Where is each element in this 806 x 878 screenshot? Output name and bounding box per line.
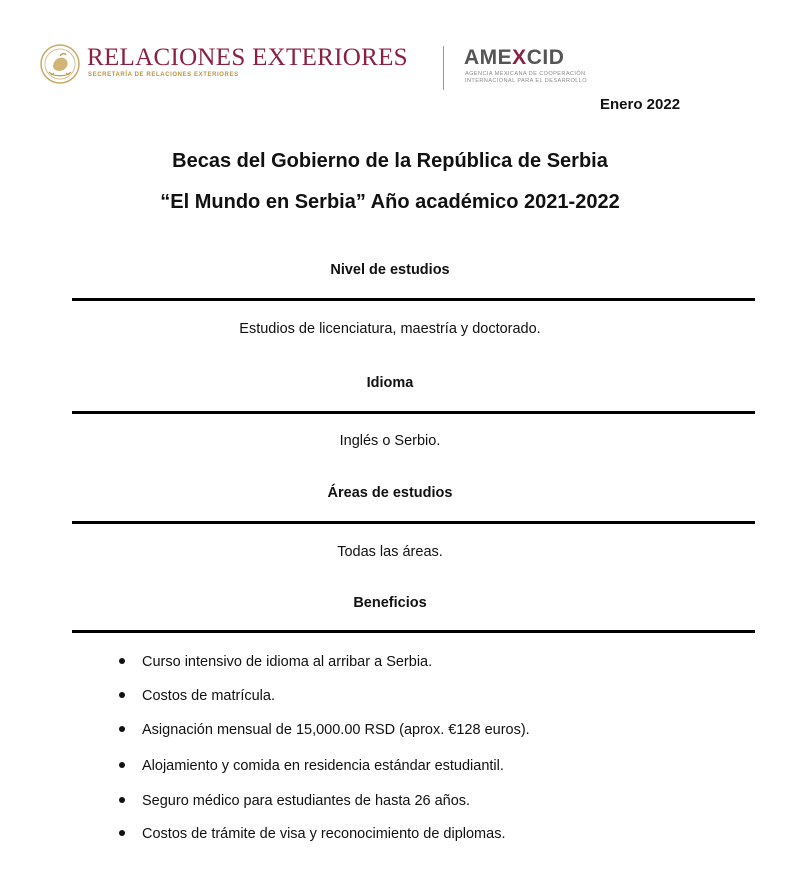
list-item-text: Costos de matrícula. xyxy=(142,688,275,704)
document-date: Enero 2022 xyxy=(600,96,681,113)
list-item-text: Costos de trámite de visa y reconocimiento de diplomas. xyxy=(142,826,506,842)
amexcid-subtitle xyxy=(465,71,587,85)
section-heading-nivel: Nivel de estudios xyxy=(330,262,450,278)
document-subtitle: “El Mundo en Serbia” Año académico 2021-2022 xyxy=(160,191,620,213)
amexcid-subtitle-line: AGENCIA MEXICANA DE COOPERACIÓN xyxy=(465,71,586,77)
sre-subtitle: SECRETARÍA DE RELACIONES EXTERIORES xyxy=(88,72,239,78)
section-divider xyxy=(72,411,755,414)
logo-divider xyxy=(443,46,444,90)
bullet-icon xyxy=(119,830,125,836)
bullet-icon xyxy=(119,762,125,768)
section-text-idioma: Inglés o Serbio. xyxy=(339,433,441,449)
list-item-text: Seguro médico para estudiantes de hasta 26 años. xyxy=(142,793,471,809)
list-item-text: Curso intensivo de idioma al arribar a Serbia. xyxy=(142,654,433,670)
section-divider xyxy=(72,521,755,524)
bullet-icon xyxy=(119,692,125,698)
letterhead xyxy=(38,40,698,92)
list-item-text: Asignación mensual de 15,000.00 RSD (aprox. €128 euros). xyxy=(142,722,530,738)
amexcid-logo: AMEXCID xyxy=(464,46,565,69)
bullet-icon xyxy=(119,797,125,803)
amexcid-subtitle-line: INTERNACIONAL PARA EL DESARROLLO xyxy=(465,78,588,84)
section-heading-beneficios: Beneficios xyxy=(353,595,427,611)
section-heading-idioma: Idioma xyxy=(366,375,414,391)
document-title: Becas del Gobierno de la República de Serbia xyxy=(172,150,608,172)
bullet-icon xyxy=(119,726,125,732)
bullet-icon xyxy=(119,658,125,664)
sre-title: RELACIONES EXTERIORES xyxy=(87,44,408,71)
section-text-areas: Todas las áreas. xyxy=(337,544,443,560)
section-divider xyxy=(72,298,755,301)
section-heading-areas: Áreas de estudios xyxy=(327,485,453,501)
mexican-coat-of-arms-seal-icon xyxy=(40,42,80,86)
section-text-nivel: Estudios de licenciatura, maestría y doctorado. xyxy=(239,321,541,337)
section-divider xyxy=(72,630,755,633)
list-item-text: Alojamiento y comida en residencia estándar estudiantil. xyxy=(142,758,504,774)
